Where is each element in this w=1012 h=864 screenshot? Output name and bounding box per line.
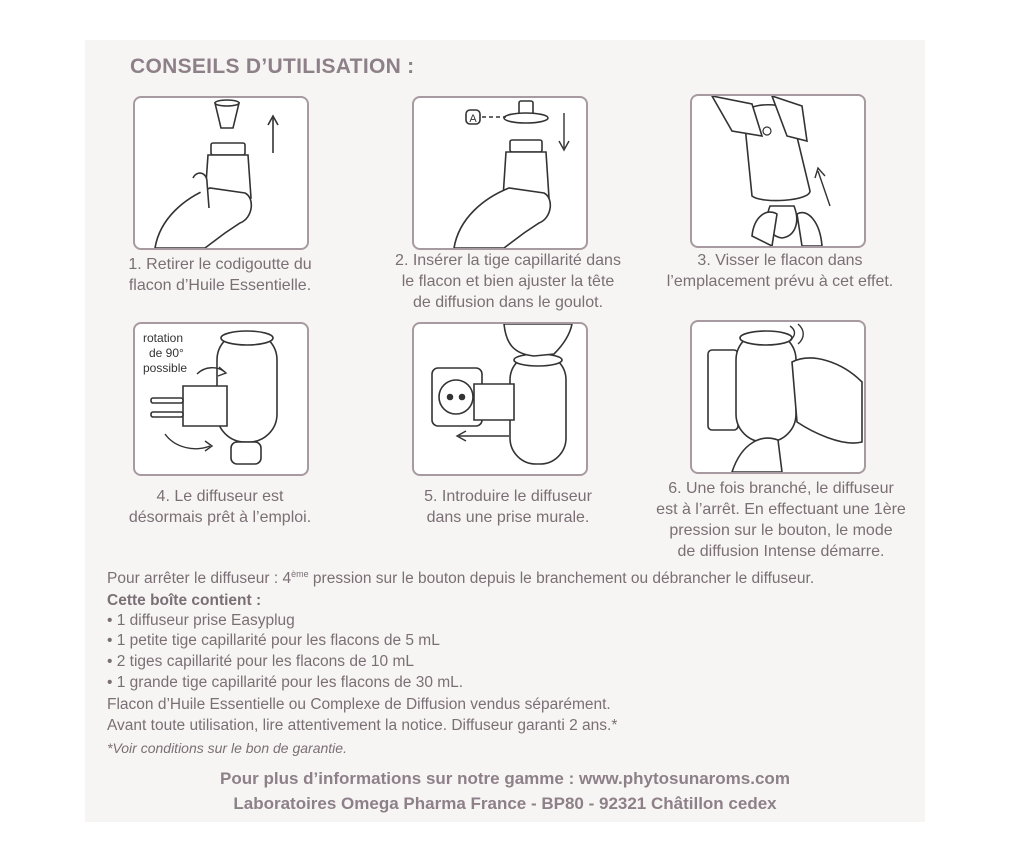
step-5-caption-line: dans une prise murale. <box>426 509 590 526</box>
step-2-caption-line: de diffusion dans le goulot. <box>412 294 604 311</box>
stop-note-text: Pour arrêter le diffuseur : 4 <box>107 570 292 588</box>
step-3-illustration <box>690 94 866 248</box>
step-2-caption-line: le flacon et bien ajuster la tête <box>401 273 615 290</box>
step-6-caption-line: est à l’arrêt. En effectuant une 1ère <box>656 501 906 518</box>
step-1-illustration <box>133 96 309 250</box>
step-2-caption <box>372 250 644 313</box>
contents-title: Cette boîte contient : <box>107 592 262 609</box>
footer-address-line: Laboratoires Omega Pharma France - BP80 - 92321 Châtillon cedex <box>233 794 777 813</box>
list-item: • 1 petite tige capillarité pour les flacons de 5 mL <box>107 632 440 649</box>
step-6-caption <box>640 478 922 562</box>
list-item: • 1 grande tige capillarité pour les flacons de 30 mL. <box>107 674 464 691</box>
step-1-caption-line: flacon d’Huile Essentielle. <box>128 277 312 294</box>
stop-note <box>107 569 814 588</box>
step-3-caption-line: l’emplacement prévu à cet effet. <box>666 273 894 290</box>
conditions-note: *Voir conditions sur le bon de garantie. <box>107 740 347 756</box>
step-5-illustration <box>412 322 588 476</box>
step-1-caption-line: 1. Retirer le codigoutte du <box>128 256 312 273</box>
step-4-caption-line: désormais prêt à l’emploi. <box>128 509 312 526</box>
step-5-caption-line: 5. Introduire le diffuseur <box>424 488 592 505</box>
stop-note-superscript: ème <box>291 569 309 579</box>
stop-note-text: pression sur le bouton depuis le branchement ou débrancher le diffuseur. <box>308 570 815 588</box>
rotation-label-line: possible <box>143 361 188 375</box>
list-item: • 1 diffuseur prise Easyplug <box>107 612 295 629</box>
marker-a-label: A <box>469 113 477 125</box>
step-6-caption-line: pression sur le bouton, le mode <box>669 522 893 539</box>
step-5-caption <box>372 486 644 528</box>
page-title: CONSEILS D’UTILISATION : <box>130 55 415 78</box>
step-2-caption-line: 2. Insérer la tige capillarité dans <box>395 252 621 269</box>
step-1-caption <box>98 254 342 296</box>
warranty-note: Avant toute utilisation, lire attentivement la notice. Diffuseur garanti 2 ans.* <box>107 717 618 734</box>
step-6-caption-line: de diffusion Intense démarre. <box>677 543 885 560</box>
rotation-label-line: rotation <box>143 331 184 345</box>
step-4-caption-line: 4. Le diffuseur est <box>156 488 284 505</box>
step-6-illustration <box>690 320 866 474</box>
step-4-caption <box>98 486 342 528</box>
sold-separately-note: Flacon d’Huile Essentielle ou Complexe de Diffusion vendus séparément. <box>107 696 611 713</box>
step-3-caption <box>652 250 908 292</box>
list-item: • 2 tiges capillarité pour les flacons de 10 mL <box>107 653 414 670</box>
footer-website-line: Pour plus d’informations sur notre gamme : www.phytosunaroms.com <box>220 769 790 788</box>
step-4-illustration <box>133 322 309 476</box>
step-2-illustration <box>412 96 588 250</box>
rotation-label-line: de 90° <box>149 346 184 360</box>
step-6-caption-line: 6. Une fois branché, le diffuseur <box>668 480 894 497</box>
step-3-caption-line: 3. Visser le flacon dans <box>697 252 863 269</box>
